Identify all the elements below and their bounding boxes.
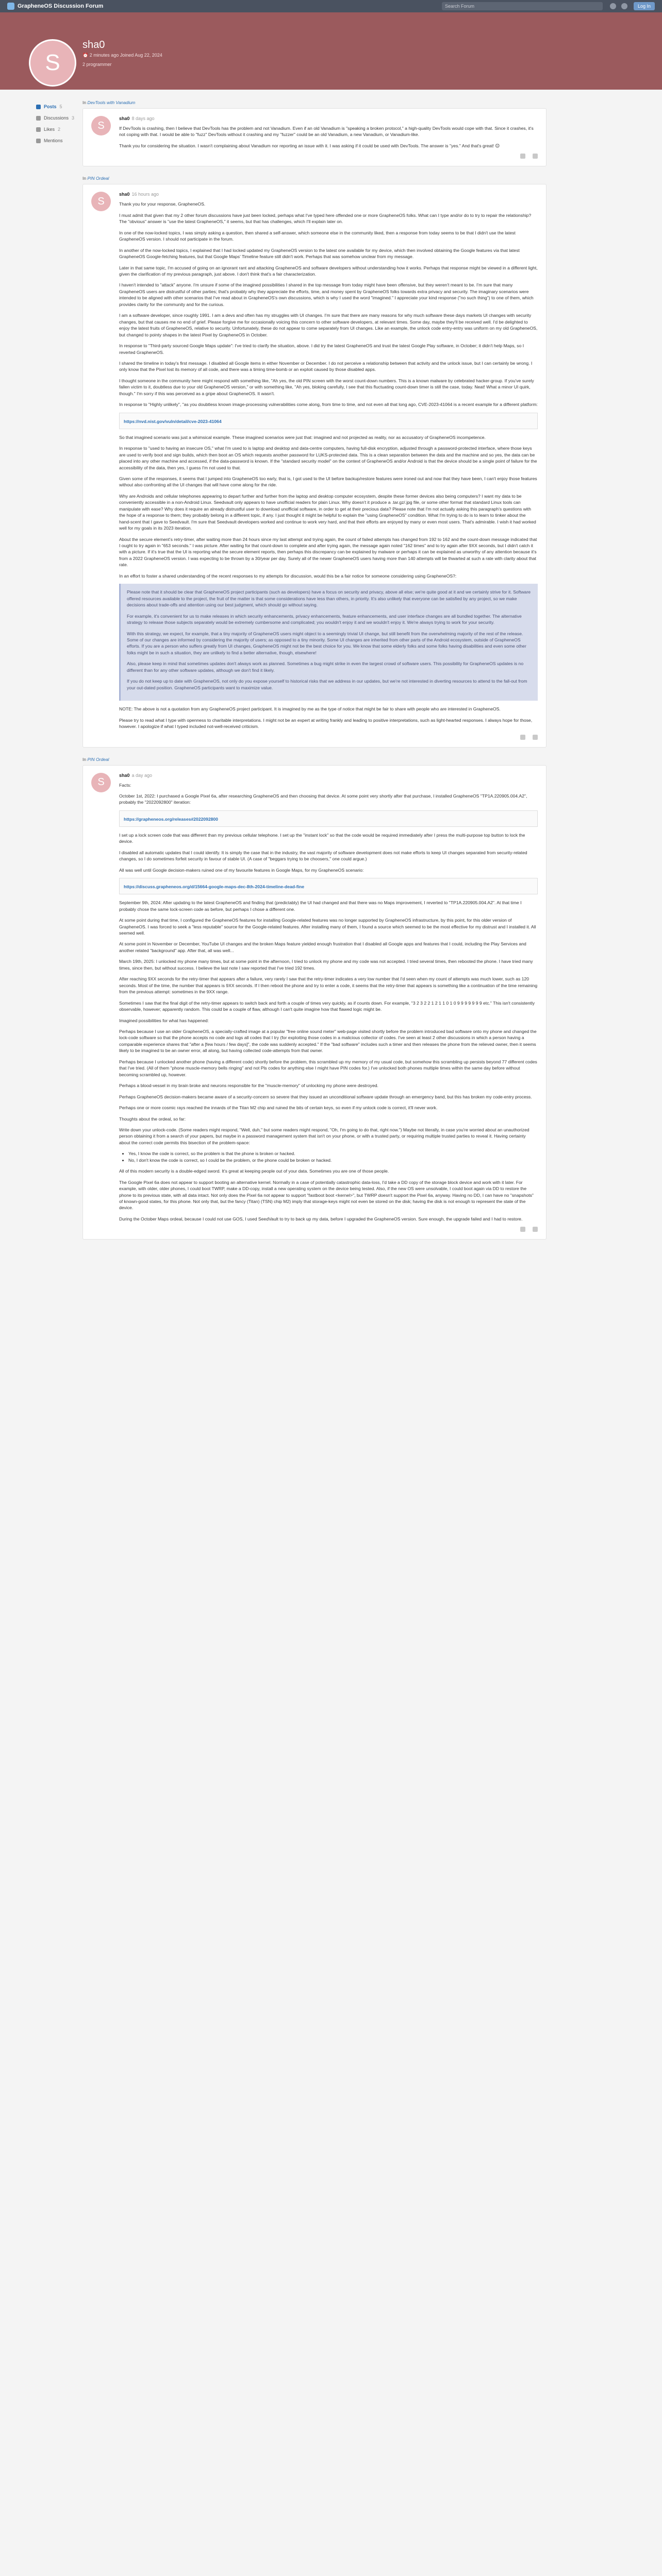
like-icon[interactable] (520, 1227, 525, 1232)
post-paragraph: October 1st, 2022: I purchased a Google Pixel 6a, after researching GrapheneOS and then choosing that device. At some point very shortly after that purchase, I installed GrapheneOS "TP1A.220905.004.A2", probably the "2022092800" iteration: (119, 793, 527, 805)
post (82, 757, 547, 1240)
post-card (82, 184, 547, 747)
like-icon[interactable] (520, 154, 525, 159)
post-discussion-link (82, 176, 547, 181)
post-discussion-link (82, 757, 547, 762)
post-paragraph: I am a software developer, since roughly 1991. I am a devs and often has my struggles with UI changes. I'm sure that there are many reasons for why much software these days markets UI changes with security changes, but that causes me no end of grief. Please forgive me for occasionally voicing this concern to other software developers, at relevant times. Some day, maybe they'll be received well. I'd be delighted to enjoy the latest fruits of GrapheneOS, relative to security. Unfortunately, these do not appear to come separately from UI changes. Like an example, the unlock code entry-entry was uniform on my old GrapheneOS, but changed to pointy shapes in the latest Pixel by GrapheneOS in October. (119, 313, 538, 337)
post-paragraph: I must admit that given that my 2 other forum discussions have just been locked, perhaps what I've typed here offended one or more GrapheneOS folks. What can I type and/or do to try to repair the relationship? The "obvious" answer is "use the latest GrapheneOS," it seems, but that has challenges, which I'll explain later on. (119, 212, 532, 225)
discussions-icon (36, 116, 41, 121)
avatar[interactable]: S (91, 773, 111, 792)
sidebar-item-count: 5 (59, 104, 62, 109)
post-paragraph: March 19th, 2025: I unlocked my phone many times, but at some point in the afternoon, I tried to unlock my phone and my code was not accepted. I tried several times, then rebooted the phone. I have tried many times, since then, but without success. I believe the last note I saw reported that I've tried 192 times. (119, 959, 533, 971)
quote-paragraph: If you do not keep up to date with GrapheneOS, not only do you expose yourself to historical risks that we address in our updates, but we're not interested in diverting resources to attend to the fall-out from your out-dated position. GrapheneOS participants want to maximize value. (127, 679, 527, 690)
notifications-icon[interactable] (610, 3, 616, 9)
discussion-link[interactable]: DevTools with Vanadium (87, 100, 136, 105)
post-paragraph: Perhaps GrapheneOS decision-makers became aware of a security-concern so severe that they issued an unconditional software update through an emergency band, but this has broken my code-entry process. (119, 1094, 532, 1099)
post-discussion-link (82, 100, 547, 105)
post-paragraph: Please try to read what I type with openness to charitable interpretations. I might not be an expert at writing frankly and leading to positive interpretations, such as light-hearted responses. I always hope for those, however. I apologize if what I typed included not-well-received criticism. (119, 717, 533, 730)
post-paragraph: If DevTools is crashing, then I believe that DevTools has the problem and not Vanadium. Even if an old Vanadium is "speaking a broken protocol," a high-quality DevTools would cope with that. Since it crashes, it's not coping with that. I would be able to "fuzz" DevTools without it crashing and my "fuzzer" could be an old Vanadium, a new Vanadium, or Vanadium-like. (119, 126, 534, 138)
post-paragraph: In response to "Highly unlikely", "as you doubtless known image-processing vulnerabilities come along, from time to time, and not even all that long ago, CVE-2023-41064 is a recent example for a different platform: (119, 402, 538, 408)
post-paragraph: About the secure element's retry-timer, after waiting more than 24 hours since my last attempt and trying again, the count of failed attempts has changed from 192 to 162 and the count-down message indicated that I ought to try again in "653 seconds." I was picture. After waiting for that count-down to complete and after trying again, the message again noted "162 times" and to try again after 9XX seconds, but I didn't catch it with a picture. If it's true that the UI is reporting what the secure element reports, then perhaps this discrepancy can be explained by malware or perhaps it can be explained as unworthy of any attention because it's from a 2022 GrapheneOS version. I was expecting to be thrown by a 30/year per day. Surely all of the newer GrapheneOS users having more than 140 attempts will be thwarted at such a rate with clarity about that rate. (119, 536, 537, 568)
post-paragraph: Thank you for considering the situation. I wasn't complaining about Vanadium nor reporting an issue with it. I was asking if it could be used with DevTools. The answer is "yes." And that's great! 😊 (119, 143, 500, 148)
post-paragraph: In response to "used to having an insecure OS," what I'm used to is laptop and desktop and data-centre computers, having full-disk encryption, adjusted through a password-protected interface, where those keys are used to verify boot and sign builds, which then boot an OS which requests another password for LUKS-protected data. This is a clean separation between the data and the machine and so yes, the data can be placed into any other machine and accessed, if the data-password is known. If the "standard security model" on the context of GrapheneOS and/or Android is that the device should be a single point of failure for the accessibility of the data, then yes, I guess I'm not used to that. (119, 446, 537, 470)
sidebar-item-label: Discussions (44, 115, 69, 121)
discussion-link[interactable]: PIN Ordeal (87, 756, 109, 762)
profile-sidebar (0, 90, 82, 1249)
sidebar-item-discussions[interactable] (36, 112, 82, 124)
post-paragraph: During the October Maps ordeal, because I could not use GOS, I used SeedVault to try to back up my data, before I upgraded the GrapheneOS version. Sure enough, the upgrade failed and I had to restore. (119, 1216, 523, 1222)
post-header (119, 116, 538, 121)
post (82, 176, 547, 747)
profile-name: sha0 (82, 39, 105, 50)
sidebar-item-count: 2 (58, 127, 61, 132)
post-header (119, 192, 538, 197)
quote-paragraph: For example, it's convenient for us to make releases in which security enhancements, privacy enhancements, feature enhancements, and user interface changes are all bundled together. The alternative strategy to release those subjects separately would be extremely cumbersome and complicated; you wouldn't enjoy it and we wouldn't enjoy it. We're always trying to work for your security. (127, 613, 522, 625)
sidebar-item-label: Likes (44, 127, 55, 132)
avatar[interactable]: S (91, 192, 111, 211)
link-preview (119, 413, 538, 429)
list-item: • No, I don't know the code is correct, so I could be the problem, or the phone could be broken or hacked. (128, 1157, 538, 1163)
sidebar-item-label: Mentions (44, 138, 63, 143)
forum-title: GrapheneOS Discussion Forum (18, 3, 104, 9)
post-in-label: In (82, 176, 87, 181)
quote-paragraph: Please note that it should be clear that GrapheneOS project participants (such as developers) have a focus on security and privacy, above all else; we're quite good at it and we certainly strive for it. Software offered resources available to the project, the fruit of the matter is that some considerations have less than others, in priority. It's also unlikely that everyone can be satisfied by any project, so we make decisions about trade-offs and attention using our best judgment, which should go without saying. (127, 589, 531, 608)
search-input[interactable]: Search Forum (442, 2, 603, 10)
post-paragraph: Perhaps because I use an older GrapheneOS, a specially-crafted image at a popular "free online sound meter" web-page visited shortly before the problem introduced bad software onto my phone and changed the lock-code software so that the phone accepts no code and logs all codes that I try (for exploiting those codes in a malicious collector of codes. I've seen at least 2 other discussions in which a person having a comparable experience shares that "after a [few hours / few days]", the code was suddenly accepted." If the "bad software" includes such a timer and then releases the phone from the relieved owner, then it seems likely to be imagined to be an owner error, all along, but having collected code-attempts from that owner. (119, 1028, 537, 1054)
settings-icon[interactable] (621, 3, 627, 9)
discussion-link[interactable]: PIN Ordeal (87, 176, 109, 181)
post-paragraph: At some point in November or December, YouTube UI changes and the broken Maps feature yielded enough frustration that I disabled all Google apps and features that I could, including the Play Services and another related "background" app. After that, all was well... (119, 941, 526, 953)
top-bar (0, 0, 662, 12)
post-paragraph: The Google Pixel 6a does not appear to support booting an alternative kernel. Normally in a case of potentially catastrophic data-loss, I'd take a DD copy of the storage block device and work with it later. For example, with older, older phones, I could boot TWRP, make a DD-copy, install a new operating system on the device being tested. Also, if the new OS were unsolvable, I could boot again via DD to restore the phone to its previous state, with all data intact. Not only does the Pixel 6a not appear to support "fastboot boot <kernel>", but TWRP doesn't support the Pixel 6a, anyway. Having no DD, I can have no "snapshots" of known-good states, for this phone. Not only that, but the fancy (Titan) (TSN) chip M2) imply that storage-keys might not even be stored on the disk; having the disk is not enough to represent the state of the device. (119, 1179, 534, 1211)
post-link[interactable]: https://discuss.grapheneos.org/d/15664-google-maps-dec-8th-2024-timeline-dead-fine (124, 884, 305, 890)
post-in-label: In (82, 100, 87, 105)
post-actions (119, 154, 538, 159)
list-item: • Yes, I know the code is correct, so the problem is that the phone is broken or hacked. (128, 1150, 538, 1157)
post-link[interactable]: https://grapheneos.org/releases#2022092800 (124, 816, 218, 822)
post-paragraph: In an effort to foster a shared understanding of the recent responses to my attempts for discussion, would this be a fair notice for someone considering using GrapheneOS?: (119, 573, 457, 579)
blockquote (119, 584, 538, 701)
post-link[interactable]: https://nvd.nist.gov/vuln/detail/cve-2023-41064 (124, 418, 222, 424)
avatar: S (29, 39, 76, 87)
post-card (82, 765, 547, 1240)
post-time[interactable]: 16 hours ago (131, 192, 159, 197)
sidebar-item-label: Posts (44, 104, 57, 109)
post-paragraph: Sometimes I saw that the final digit of the retry-timer appears to switch back and forth a couple of times very quickly, as if counts down. For example, "3 2 3 2 2 1 2 1 1 0 1 0 9 9 9 9 9 9 9 etc." This isn't consistently observable, however; apparently random. This could be a couple of flaw, although I can't quite imagine how that flawed logic might be. (119, 1000, 535, 1012)
post (82, 100, 547, 166)
link-preview (119, 810, 538, 827)
mentions-icon (36, 139, 41, 143)
reply-icon[interactable] (533, 154, 538, 159)
reply-icon[interactable] (533, 1227, 538, 1232)
post-paragraph: Imagined possibilities for what has happened: (119, 1018, 209, 1023)
post-time[interactable]: a day ago (131, 772, 153, 778)
post-paragraph: Why are Androids and cellular telephones appearing to depart further and further from the laptop and desktop computer ecosystem, despite these former devices also being computers? I want my data to be conveniently accessible in a non-Android Linux. Seedvault only appears to have unofficial readers for plain Linux. Why doesn't it produce a .tar.gz/.jpg file, or some other format that standard Linux tools can manipulate with ease? Why does it require an already distrustful user to download unofficial software, in order to get at their precious data? Please note that I'm not actually asking this paragraph's questions with the hope of a response to them; they probably belong in a different topic, if any. I just thought it might be helpful to explain the "using GrapheneOS" condition. What I'm trying to do is to learn to tinker about the hand-scent that I gave to Seedvault. I'm sure that Seedvault developers worked and continue to work very hard, and that their efforts are enjoyed by many or even most users. That's admirable. I wish it had worked well for my goals in its 2023 iteration. (119, 493, 536, 531)
post-paragraph: Given some of the responses, it seems that I jumped into GrapheneOS too early, that is, I got used to the UI before backup/restore features were ironed out and now that they have been, I can't enjoy those features without also confronting all the UI changes that will have come along for the ride. (119, 476, 537, 488)
post-paragraph: I thought someone in the community here might respond with something like, "Ah yes, the old PIN screen with the worst count-down numbers. This is a known malware by celebrated hacker-group. If you've surely fallen victim to it, doubtless due to your old GrapheneOS version," or with something like, "Ah yes, bloking carefully, I see that this fluctuating count-down timer is still the case, today. Neat! What a minor UI quirk, though." I'm sorry if this was perceived as a gripe about GrapheneOS. It wasn't. (119, 378, 534, 396)
post-paragraph: In response to "Third-party sourced Google Maps update": I've tried to clarify the situation, above. I did try the latest GrapheneOS and trust the latest Google Play software, in October; it didn't help Maps, so I reverted GrapheneOS. (119, 343, 524, 355)
post-paragraph: At some point during that time, I configured the GrapheneOS features for installing Google-related features was no longer supported by GrapheneOS infrastructure, by this point, for this older version of GrapheneOS. I was forced to seek a "less reputable" source for the Google-related features. After installing many of them, I found a source which seemed to be the most effective for my distrust and I installed it. All seemed well. (119, 918, 536, 936)
post-author[interactable]: sha0 (119, 192, 130, 197)
sidebar-item-likes[interactable] (36, 124, 82, 135)
post-paragraph: All of this modern security is a double-edged sword. It's great at keeping people out of your data. Sometimes you are one of those people. (119, 1168, 389, 1174)
post-paragraph: So that imagined scenario was just a whimsical example. These imagined scenarios were just that: imagined and not projected as reality, nor as accusatory of GrapheneOS incompetence. (119, 434, 486, 440)
post-paragraph: I disabled all automatic updates that I could identify. It is simply the case that in the industry, the vast majority of software development does not make efforts to keep UI changes separated from security-related changes, so I do sometimes forfeit security in favour of stable UI. (A case of "beggars trying to be choosers," one could argue.) (119, 850, 527, 862)
forum-logo[interactable] (7, 3, 103, 10)
sidebar-item-count: 3 (72, 115, 75, 121)
avatar[interactable]: S (91, 116, 111, 135)
post-paragraph: I haven't intended to "attack" anyone. I'm unsure if some of the imagined possibilities I shared in the top message from today might have been offensive, but they weren't meant to be. I'm sure that many GrapheneOS users are distrustful of other parties; that's probably why they appreciate the efforts, time, and money spent by GrapheneOS folks towards extra privacy and security. The imaginary scenarios were intended to be aligned with other scenarios that I've read about in GrapheneOS's own discussions, which is why I used the word "imagined." I appreciate your kind response ("no such thing") to one of them, which provides clarity for the community and for the curious. (119, 282, 534, 307)
like-icon[interactable] (520, 735, 525, 740)
sidebar-item-mentions[interactable] (36, 135, 82, 146)
profile-meta: ⏰ 2 minutes ago Joined Aug 22, 2024 (82, 53, 162, 58)
post-author[interactable]: sha0 (119, 116, 130, 121)
post-header (119, 773, 538, 778)
post-paragraph: After reaching 9XX seconds for the retry-timer that appears after a failure, very rarely I saw that the retry-timer indicates a very low number that I'd seen when my count of attempts was much lower, such as 120 seconds. Most of the time, the number that appears is 9XX seconds. If I then reboot the phone and try to enter a code, it seems that the retry-timer that appears is something like a continuation of the time remaining from the previous attempt: sometimes in the 9XX range. (119, 976, 538, 995)
post-paragraph: In another of the now-locked topics, I explained that I had locked updated my GrapheneOS version to the latest one available for my device, which then involved obtaining the Google features via that latest GrapheneOS Google-fetching features, but that Google Maps' Timeline feature still didn't work. Perhaps that was somehow unclear from my message. (119, 247, 520, 260)
post-list (82, 90, 547, 1249)
likes-icon (36, 127, 41, 132)
grapheneos-logo-icon (7, 3, 14, 10)
post-actions (119, 1227, 538, 1232)
post-paragraph: In one of the now-locked topics, I was simply asking a question, then shared a self-answer, which someone else in the community liked, then a response from today seems to be that I didn't use the latest GrapheneOS version. I should not participate in the forum. (119, 230, 516, 242)
posts-icon (36, 105, 41, 109)
reply-icon[interactable] (533, 735, 538, 740)
post-paragraph: Perhaps because I unlocked another phone (having a different code) shortly before the problem, this scrambled up my memory of my usual code, but somehow this scrambling up persists beyond 77 different codes that I've tried. (All of them "phone muscle-memory bells ringing" and not Pls codes for anything else I might have PIN codes for.) I've unlocked both phones multiple times within the same day before without becoming scrambled up, however. (119, 1059, 537, 1077)
sidebar-item-posts[interactable] (36, 101, 82, 112)
login-button[interactable]: Log In (634, 2, 655, 10)
post-paragraph: Facts: (119, 782, 131, 788)
link-preview (119, 878, 538, 894)
profile-role: 2 programmer (82, 62, 112, 67)
post-time[interactable]: 8 days ago (131, 116, 155, 121)
post-actions (119, 735, 538, 740)
post-list-items (119, 1150, 538, 1163)
profile-hero (0, 12, 662, 90)
post-paragraph: I set up a lock screen code that was different than my previous cellular telephone. I set up the "instant lock" so that the code would be required immediately after I press the multi-purpose top button to lock the device. (119, 832, 525, 844)
quote-paragraph: Also, please keep in mind that sometimes updates don't always work as planned. Sometimes a bug might strike in even the largest crowd of software users. This possibility for GrapheneOS updates is no different than for any other software updates, although we don't find it likely. (127, 661, 524, 673)
post-author[interactable]: sha0 (119, 772, 130, 778)
quote-paragraph: With this strategy, we expect, for example, that a tiny majority of GrapheneOS users might object to a seemingly trivial UI change, but still benefit from the overwhelming majority of the rest of the release. Some of our changes are informed by considering the majority of users; as opposed to a tiny minority. Some UI changes are inherited from other parts of the Android ecosystem, outside of GrapheneOS efforts. If you are a person who suffers greatly from UI changes, GrapheneOS might not be the best choice for you. We know that some elderly folks and some folks having disabilities and even some other folks might be in such a situation, they are unlikely to find a better alternative, though, elsewhere! (127, 631, 526, 655)
post-paragraph: NOTE: The above is not a quotation from any GrapheneOS project participant. It is imagined by me as the type of notice that might be fair to share with people who are interested in GrapheneOS. (119, 706, 501, 712)
post-card (82, 108, 547, 166)
post-paragraph: All was well until Google decision-makers ruined one of my favourite features in Google Maps, for my GrapheneOS scenario: (119, 867, 364, 873)
post-paragraph: I shared the timeline in today's first message. I disabled all Google items in either November or December. I do not perceive a relationship between that activity and the unlock issue, but I can certainly be wrong. I only know that the Pixel lost its memory of all code, and there was a timing time-bomb or an exploit caused by those disabled apps. (119, 360, 533, 372)
post-paragraph: Thank you for your response, GrapheneOS. (119, 201, 206, 207)
post-in-label: In (82, 756, 87, 762)
post-paragraph: September 9th, 2024: After updating to the latest GrapheneOS and finding that (predictably) the UI had changed and that there was no Maps improvement, I reverted to "TP1A.220905.004.A2". At that time I probably chose the same lock-screen code as before, but perhaps I chose a different one. (119, 900, 522, 912)
post-paragraph: Later in that same topic, I'm accused of going on an ignorant rant and attacking GrapheneOS and software developers without understanding how it works. Perhaps that response might be viewed in a different light, given the clarification of my previous paragraph, just above. I don't think that's a fair characterization. (119, 265, 538, 277)
post-paragraph: Thoughts about the ordeal, so far: (119, 1116, 186, 1122)
post-paragraph: Perhaps a blood-vessel in my brain broke and neurons responsible for the "muscle-memory" of unlocking my phone were destroyed. (119, 1083, 378, 1089)
post-paragraph: Perhaps one or more cosmic rays reached the innards of the Titan M2 chip and ruined the bits of certain keys, so even if my unlock code is correct, it'll never work. (119, 1105, 438, 1111)
post-paragraph: Write down your unlock-code. (Some readers might respond, "Well, duh," but some readers might respond, "Oh, I'm going to do that, right now.") Maybe not literally, in case you're worried about an unauthorized person obtaining it from a search of your papers, but maybe in a password management system that isn't on your phone, or with a trusted party, or requiring multiple trusted parties to reveal it. Having certainty about the correct code permits this bisection of the problem-space: (119, 1127, 529, 1145)
